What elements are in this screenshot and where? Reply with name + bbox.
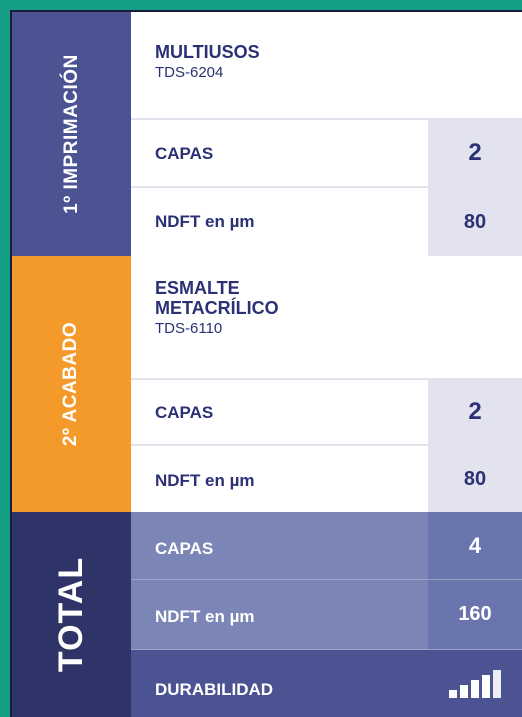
total-durability-label: DURABILIDAD: [155, 680, 274, 699]
finish-coats-label: CAPAS: [155, 403, 214, 422]
primer-coats-row: [131, 120, 522, 188]
total-thickness-row: [131, 580, 522, 650]
total-durability-row: [131, 650, 522, 717]
total-coats-value: 4: [428, 512, 522, 579]
finish-side-label: 2º ACABADO: [12, 256, 131, 512]
finish-thickness-label: NDFT en µm: [155, 471, 255, 490]
durability-indicator: [428, 650, 522, 717]
total-side-label: TOTAL: [12, 512, 131, 717]
finish-product-name-line2: METACRÍLICO: [155, 298, 279, 318]
primer-thickness-value: 80: [428, 188, 522, 256]
signal-bars-icon: [449, 670, 501, 698]
primer-side-label: 1º IMPRIMACIÓN: [12, 12, 131, 256]
finish-thickness-value: 80: [428, 446, 522, 512]
primer-thickness-row: [131, 188, 522, 256]
durability-bar: [493, 670, 501, 698]
primer-thickness-label: NDFT en µm: [155, 212, 255, 231]
finish-coats-row: [131, 380, 522, 446]
durability-bar: [482, 675, 490, 698]
durability-bar: [471, 680, 479, 698]
primer-product-row: [131, 12, 522, 120]
finish-product-row: [131, 256, 522, 380]
finish-product-name-line1: ESMALTE: [155, 278, 240, 298]
primer-product-code: TDS-6204: [155, 64, 224, 81]
total-coats-label: CAPAS: [155, 539, 214, 558]
durability-bar: [460, 685, 468, 698]
total-thickness-label: NDFT en µm: [155, 607, 255, 626]
finish-coats-value: 2: [428, 380, 522, 444]
primer-coats-label: CAPAS: [155, 144, 214, 163]
total-thickness-value: 160: [428, 580, 522, 649]
primer-coats-value: 2: [428, 120, 522, 186]
finish-thickness-row: [131, 446, 522, 512]
primer-product-name: MULTIUSOS: [155, 42, 260, 62]
durability-bar: [449, 690, 457, 698]
finish-product-code: TDS-6110: [155, 320, 223, 337]
total-coats-row: [131, 512, 522, 580]
